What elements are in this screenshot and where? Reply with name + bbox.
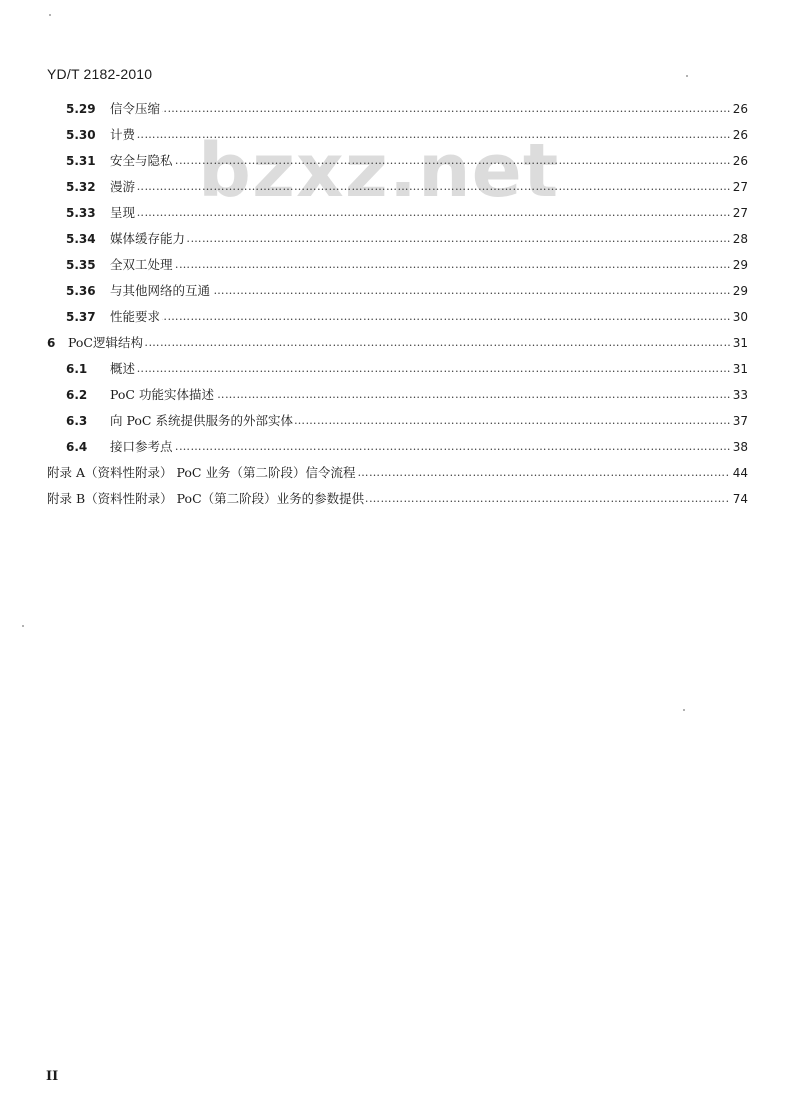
toc-entry-6-3[interactable] [0, 408, 800, 434]
toc-entry-number: 5.29 [66, 102, 96, 116]
toc-entry-title: 漫游 [110, 174, 137, 200]
toc-entry-page: 27 [730, 200, 748, 226]
toc-leader-dots [110, 356, 748, 382]
toc-entry-number: 5.32 [66, 180, 96, 194]
toc-entry-page: 29 [730, 252, 748, 278]
toc-entry-title: 信令压缩 [110, 96, 162, 122]
toc-entry-5-33[interactable] [0, 200, 800, 226]
toc-entry-page: 26 [730, 96, 748, 122]
toc-entry-title: 概述 [110, 356, 137, 382]
scan-speck [683, 709, 685, 711]
scan-speck [22, 625, 24, 627]
document-code: YD/T 2182-2010 [47, 66, 153, 82]
toc-entry-title: 附录 B（资料性附录） PoC（第二阶段）业务的参数提供 [47, 486, 366, 512]
toc-entry-page: 33 [730, 382, 748, 408]
toc-entry-5-37[interactable] [0, 304, 800, 330]
toc-entry-title: 安全与隐私 [110, 148, 175, 174]
toc-entry-title: 呈现 [110, 200, 137, 226]
toc-entry-page: 30 [730, 304, 748, 330]
toc-entry-title: 媒体缓存能力 [110, 226, 187, 252]
toc-entry-page: 26 [730, 148, 748, 174]
toc-entry-page: 31 [730, 356, 748, 382]
toc-leader-dots [110, 148, 748, 174]
toc-entry-6[interactable] [0, 330, 800, 356]
toc-entry-page: 26 [730, 122, 748, 148]
toc-entry-number: 5.33 [66, 206, 96, 220]
toc-entry-page: 27 [730, 174, 748, 200]
toc-entry-page: 74 [730, 486, 748, 512]
toc-entry-5-30[interactable] [0, 122, 800, 148]
toc-entry-appendix-b[interactable] [0, 486, 800, 512]
toc-entry-title: 附录 A（资料性附录） PoC 业务（第二阶段）信令流程 [47, 460, 357, 486]
toc-entry-number: 6.2 [66, 388, 88, 402]
toc-leader-dots [110, 434, 748, 460]
toc-entry-page: 31 [730, 330, 748, 356]
toc-entry-title: PoC 功能实体描述 [110, 382, 216, 408]
toc-entry-5-36[interactable] [0, 278, 800, 304]
toc-entry-number: 5.30 [66, 128, 96, 142]
toc-entry-page: 29 [730, 278, 748, 304]
toc-entry-page: 37 [730, 408, 748, 434]
toc-entry-title: 接口参考点 [110, 434, 175, 460]
toc-leader-dots [110, 226, 748, 252]
page-number: II [46, 1069, 59, 1084]
toc-entry-page: 28 [730, 226, 748, 252]
scan-speck [686, 75, 688, 77]
watermark: bzxz.net [198, 128, 560, 214]
toc-entry-title: 计费 [110, 122, 137, 148]
toc-entry-number: 6.4 [66, 440, 88, 454]
toc-entry-5-32[interactable] [0, 174, 800, 200]
toc-entry-title: 与其他网络的互通 [110, 278, 212, 304]
toc-entry-number: 6.3 [66, 414, 88, 428]
toc-leader-dots [110, 174, 748, 200]
toc-leader-dots [110, 252, 748, 278]
toc-entry-page: 44 [730, 460, 748, 486]
toc-entry-page: 38 [730, 434, 748, 460]
toc-entry-number: 5.34 [66, 232, 96, 246]
toc-entry-5-35[interactable] [0, 252, 800, 278]
toc-entry-title: PoC逻辑结构 [68, 330, 145, 356]
toc-entry-6-2[interactable] [0, 382, 800, 408]
toc-entry-number: 6 [47, 336, 56, 350]
toc-entry-5-34[interactable] [0, 226, 800, 252]
toc-entry-number: 6.1 [66, 362, 88, 376]
toc-entry-title: 向 PoC 系统提供服务的外部实体 [110, 408, 295, 434]
toc-entry-title: 全双工处理 [110, 252, 175, 278]
toc-leader-dots [110, 96, 748, 122]
toc-leader-dots [110, 304, 748, 330]
toc-entry-number: 5.36 [66, 284, 96, 298]
toc-entry-title: 性能要求 [110, 304, 162, 330]
toc-entry-number: 5.31 [66, 154, 96, 168]
toc-entry-appendix-a[interactable] [0, 460, 800, 486]
toc-entry-6-4[interactable] [0, 434, 800, 460]
toc-leader-dots [68, 330, 748, 356]
toc-leader-dots [110, 200, 748, 226]
toc-entry-5-31[interactable] [0, 148, 800, 174]
toc-entry-number: 5.37 [66, 310, 96, 324]
toc-leader-dots [110, 122, 748, 148]
toc-entry-5-29[interactable] [0, 96, 800, 122]
table-of-contents [0, 96, 800, 512]
toc-entry-number: 5.35 [66, 258, 96, 272]
scan-speck [49, 14, 51, 16]
toc-entry-6-1[interactable] [0, 356, 800, 382]
